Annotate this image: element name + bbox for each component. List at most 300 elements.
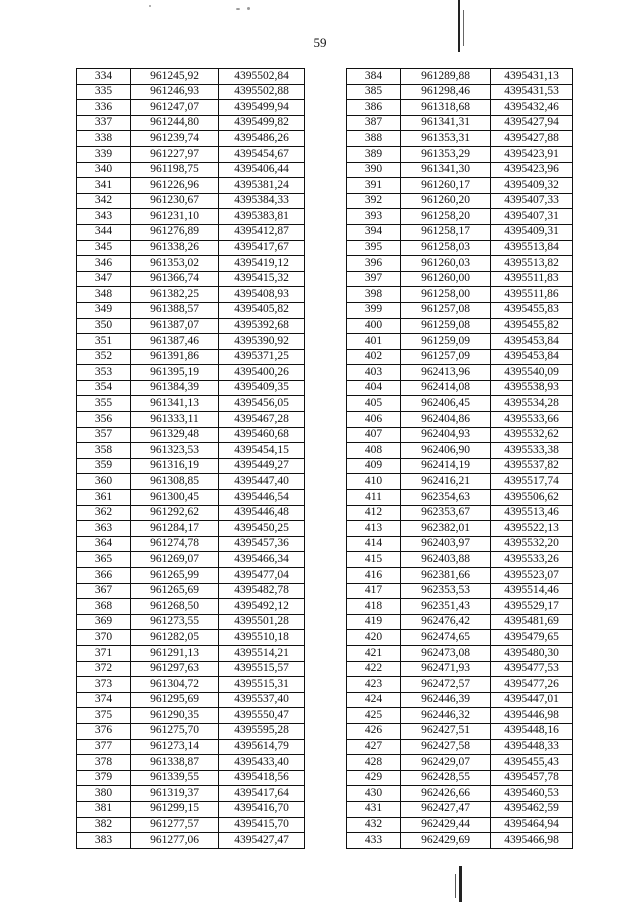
table-row: [347, 334, 573, 350]
point-number-cell: 379: [77, 770, 131, 786]
x-coordinate-cell: 961257,08: [401, 302, 491, 318]
table-row: [347, 474, 573, 490]
point-number-cell: 373: [77, 677, 131, 693]
coordinates-table-right: [346, 68, 573, 849]
table-row: [347, 318, 573, 334]
point-number-cell: 353: [77, 365, 131, 381]
point-number-cell: 380: [77, 786, 131, 802]
point-number-cell: 357: [77, 427, 131, 443]
y-coordinate-cell: 4395506,62: [491, 490, 573, 506]
y-coordinate-cell: 4395457,78: [491, 770, 573, 786]
table-row: [347, 365, 573, 381]
table-row: [347, 677, 573, 693]
y-coordinate-cell: 4395515,31: [219, 677, 305, 693]
point-number-cell: 412: [347, 505, 401, 521]
x-coordinate-cell: 962414,08: [401, 380, 491, 396]
y-coordinate-cell: 4395532,62: [491, 427, 573, 443]
table-row: [77, 427, 305, 443]
point-number-cell: 426: [347, 723, 401, 739]
table-row: [347, 536, 573, 552]
y-coordinate-cell: 4395464,94: [491, 817, 573, 833]
y-coordinate-cell: 4395427,47: [219, 833, 305, 849]
table-row: [77, 209, 305, 225]
scan-artifact-bottom-thin: [455, 874, 456, 898]
point-number-cell: 337: [77, 115, 131, 131]
table-row: [77, 677, 305, 693]
y-coordinate-cell: 4395427,88: [491, 131, 573, 147]
point-number-cell: 414: [347, 536, 401, 552]
y-coordinate-cell: 4395502,84: [219, 69, 305, 85]
y-coordinate-cell: 4395407,33: [491, 193, 573, 209]
y-coordinate-cell: 4395480,30: [491, 645, 573, 661]
point-number-cell: 402: [347, 349, 401, 365]
y-coordinate-cell: 4395407,31: [491, 209, 573, 225]
x-coordinate-cell: 961384,39: [131, 380, 219, 396]
y-coordinate-cell: 4395492,12: [219, 599, 305, 615]
point-number-cell: 343: [77, 209, 131, 225]
y-coordinate-cell: 4395532,20: [491, 536, 573, 552]
x-coordinate-cell: 962473,08: [401, 645, 491, 661]
point-number-cell: 403: [347, 365, 401, 381]
x-coordinate-cell: 961295,69: [131, 692, 219, 708]
scan-speck: [236, 8, 240, 10]
y-coordinate-cell: 4395400,26: [219, 365, 305, 381]
table-row: [347, 645, 573, 661]
point-number-cell: 364: [77, 536, 131, 552]
y-coordinate-cell: 4395514,21: [219, 645, 305, 661]
x-coordinate-cell: 961273,55: [131, 614, 219, 630]
point-number-cell: 393: [347, 209, 401, 225]
table-row: [77, 801, 305, 817]
point-number-cell: 369: [77, 614, 131, 630]
scan-artifact-bottom: [459, 866, 462, 902]
point-number-cell: 362: [77, 505, 131, 521]
y-coordinate-cell: 4395481,69: [491, 614, 573, 630]
x-coordinate-cell: 961275,70: [131, 723, 219, 739]
point-number-cell: 415: [347, 552, 401, 568]
scan-speck: [247, 7, 250, 10]
x-coordinate-cell: 962404,86: [401, 412, 491, 428]
point-number-cell: 423: [347, 677, 401, 693]
table-row: [77, 505, 305, 521]
y-coordinate-cell: 4395423,91: [491, 146, 573, 162]
x-coordinate-cell: 961319,37: [131, 786, 219, 802]
point-number-cell: 384: [347, 69, 401, 85]
table-row: [77, 100, 305, 116]
table-row: [77, 614, 305, 630]
x-coordinate-cell: 961316,19: [131, 458, 219, 474]
point-number-cell: 418: [347, 599, 401, 615]
y-coordinate-cell: 4395409,32: [491, 178, 573, 194]
scan-artifact-top: [458, 0, 460, 52]
y-coordinate-cell: 4395499,82: [219, 115, 305, 131]
point-number-cell: 374: [77, 692, 131, 708]
point-number-cell: 386: [347, 100, 401, 116]
y-coordinate-cell: 4395409,31: [491, 224, 573, 240]
point-number-cell: 408: [347, 443, 401, 459]
table-row: [347, 739, 573, 755]
table-row: [347, 614, 573, 630]
x-coordinate-cell: 961260,03: [401, 256, 491, 272]
table-row: [347, 692, 573, 708]
y-coordinate-cell: 4395455,83: [491, 302, 573, 318]
y-coordinate-cell: 4395431,53: [491, 84, 573, 100]
x-coordinate-cell: 962403,88: [401, 552, 491, 568]
y-coordinate-cell: 4395534,28: [491, 396, 573, 412]
x-coordinate-cell: 962406,45: [401, 396, 491, 412]
y-coordinate-cell: 4395405,82: [219, 302, 305, 318]
x-coordinate-cell: 962381,66: [401, 568, 491, 584]
x-coordinate-cell: 961257,09: [401, 349, 491, 365]
x-coordinate-cell: 962427,47: [401, 801, 491, 817]
x-coordinate-cell: 962427,51: [401, 723, 491, 739]
table-row: [77, 474, 305, 490]
x-coordinate-cell: 962406,90: [401, 443, 491, 459]
x-coordinate-cell: 962404,93: [401, 427, 491, 443]
x-coordinate-cell: 961299,15: [131, 801, 219, 817]
table-row: [77, 271, 305, 287]
table-row: [347, 568, 573, 584]
table-row: [77, 380, 305, 396]
table-row: [77, 256, 305, 272]
y-coordinate-cell: 4395462,59: [491, 801, 573, 817]
y-coordinate-cell: 4395431,13: [491, 69, 573, 85]
y-coordinate-cell: 4395477,04: [219, 568, 305, 584]
table-row: [347, 443, 573, 459]
point-number-cell: 388: [347, 131, 401, 147]
point-number-cell: 410: [347, 474, 401, 490]
y-coordinate-cell: 4395482,78: [219, 583, 305, 599]
table-row: [347, 380, 573, 396]
y-coordinate-cell: 4395533,26: [491, 552, 573, 568]
point-number-cell: 411: [347, 490, 401, 506]
y-coordinate-cell: 4395453,84: [491, 349, 573, 365]
y-coordinate-cell: 4395486,26: [219, 131, 305, 147]
x-coordinate-cell: 961290,35: [131, 708, 219, 724]
point-number-cell: 428: [347, 755, 401, 771]
table-row: [77, 630, 305, 646]
table-row: [77, 770, 305, 786]
x-coordinate-cell: 961259,08: [401, 318, 491, 334]
y-coordinate-cell: 4395406,44: [219, 162, 305, 178]
x-coordinate-cell: 961260,17: [401, 178, 491, 194]
point-number-cell: 359: [77, 458, 131, 474]
x-coordinate-cell: 962426,66: [401, 786, 491, 802]
x-coordinate-cell: 961304,72: [131, 677, 219, 693]
x-coordinate-cell: 961260,00: [401, 271, 491, 287]
x-coordinate-cell: 961382,25: [131, 287, 219, 303]
point-number-cell: 409: [347, 458, 401, 474]
y-coordinate-cell: 4395392,68: [219, 318, 305, 334]
table-row: [77, 536, 305, 552]
y-coordinate-cell: 4395510,18: [219, 630, 305, 646]
point-number-cell: 400: [347, 318, 401, 334]
point-number-cell: 347: [77, 271, 131, 287]
table-row: [347, 349, 573, 365]
point-number-cell: 427: [347, 739, 401, 755]
table-row: [347, 100, 573, 116]
x-coordinate-cell: 962429,44: [401, 817, 491, 833]
x-coordinate-cell: 962351,43: [401, 599, 491, 615]
y-coordinate-cell: 4395513,84: [491, 240, 573, 256]
y-coordinate-cell: 4395514,46: [491, 583, 573, 599]
page-number: 59: [313, 35, 327, 50]
point-number-cell: 406: [347, 412, 401, 428]
table-row: [347, 271, 573, 287]
table-row: [347, 786, 573, 802]
y-coordinate-cell: 4395381,24: [219, 178, 305, 194]
x-coordinate-cell: 962403,97: [401, 536, 491, 552]
point-number-cell: 430: [347, 786, 401, 802]
y-coordinate-cell: 4395456,05: [219, 396, 305, 412]
x-coordinate-cell: 961230,67: [131, 193, 219, 209]
x-coordinate-cell: 961353,02: [131, 256, 219, 272]
point-number-cell: 354: [77, 380, 131, 396]
y-coordinate-cell: 4395533,38: [491, 443, 573, 459]
point-number-cell: 394: [347, 224, 401, 240]
table-row: [77, 334, 305, 350]
x-coordinate-cell: 961391,86: [131, 349, 219, 365]
x-coordinate-cell: 961268,50: [131, 599, 219, 615]
point-number-cell: 390: [347, 162, 401, 178]
table-row: [347, 817, 573, 833]
point-number-cell: 381: [77, 801, 131, 817]
x-coordinate-cell: 962427,58: [401, 739, 491, 755]
x-coordinate-cell: 962446,39: [401, 692, 491, 708]
table-row: [347, 583, 573, 599]
table-row: [77, 412, 305, 428]
table-row: [77, 69, 305, 85]
y-coordinate-cell: 4395433,40: [219, 755, 305, 771]
table-row: [77, 521, 305, 537]
y-coordinate-cell: 4395454,15: [219, 443, 305, 459]
point-number-cell: 335: [77, 84, 131, 100]
y-coordinate-cell: 4395455,43: [491, 755, 573, 771]
table-row: [347, 770, 573, 786]
table-row: [77, 739, 305, 755]
point-number-cell: 334: [77, 69, 131, 85]
x-coordinate-cell: 961308,85: [131, 474, 219, 490]
point-number-cell: 398: [347, 287, 401, 303]
y-coordinate-cell: 4395447,01: [491, 692, 573, 708]
y-coordinate-cell: 4395432,46: [491, 100, 573, 116]
x-coordinate-cell: 961341,30: [401, 162, 491, 178]
x-coordinate-cell: 961277,06: [131, 833, 219, 849]
y-coordinate-cell: 4395614,79: [219, 739, 305, 755]
y-coordinate-cell: 4395515,57: [219, 661, 305, 677]
table-row: [347, 256, 573, 272]
table-row: [347, 396, 573, 412]
point-number-cell: 407: [347, 427, 401, 443]
x-coordinate-cell: 961333,11: [131, 412, 219, 428]
x-coordinate-cell: 961323,53: [131, 443, 219, 459]
table-row: [347, 723, 573, 739]
table-row: [77, 708, 305, 724]
table-row: [347, 661, 573, 677]
point-number-cell: 405: [347, 396, 401, 412]
y-coordinate-cell: 4395415,32: [219, 271, 305, 287]
y-coordinate-cell: 4395448,16: [491, 723, 573, 739]
x-coordinate-cell: 961274,78: [131, 536, 219, 552]
x-coordinate-cell: 961247,07: [131, 100, 219, 116]
y-coordinate-cell: 4395384,33: [219, 193, 305, 209]
x-coordinate-cell: 962414,19: [401, 458, 491, 474]
x-coordinate-cell: 962429,07: [401, 755, 491, 771]
point-number-cell: 338: [77, 131, 131, 147]
table-row: [347, 801, 573, 817]
table-row: [77, 178, 305, 194]
point-number-cell: 352: [77, 349, 131, 365]
point-number-cell: 391: [347, 178, 401, 194]
point-number-cell: 389: [347, 146, 401, 162]
y-coordinate-cell: 4395423,96: [491, 162, 573, 178]
table-row: [347, 193, 573, 209]
point-number-cell: 413: [347, 521, 401, 537]
y-coordinate-cell: 4395477,26: [491, 677, 573, 693]
y-coordinate-cell: 4395522,13: [491, 521, 573, 537]
x-coordinate-cell: 961388,57: [131, 302, 219, 318]
y-coordinate-cell: 4395454,67: [219, 146, 305, 162]
y-coordinate-cell: 4395499,94: [219, 100, 305, 116]
point-number-cell: 424: [347, 692, 401, 708]
y-coordinate-cell: 4395513,46: [491, 505, 573, 521]
point-number-cell: 377: [77, 739, 131, 755]
y-coordinate-cell: 4395502,88: [219, 84, 305, 100]
y-coordinate-cell: 4395533,66: [491, 412, 573, 428]
y-coordinate-cell: 4395501,28: [219, 614, 305, 630]
point-number-cell: 395: [347, 240, 401, 256]
point-number-cell: 345: [77, 240, 131, 256]
table-row: [347, 708, 573, 724]
y-coordinate-cell: 4395457,36: [219, 536, 305, 552]
x-coordinate-cell: 961338,26: [131, 240, 219, 256]
table-row: [347, 302, 573, 318]
x-coordinate-cell: 961258,00: [401, 287, 491, 303]
x-coordinate-cell: 962471,93: [401, 661, 491, 677]
point-number-cell: 358: [77, 443, 131, 459]
y-coordinate-cell: 4395455,82: [491, 318, 573, 334]
x-coordinate-cell: 962429,69: [401, 833, 491, 849]
table-row: [77, 131, 305, 147]
table-row: [77, 84, 305, 100]
table-row: [77, 349, 305, 365]
point-number-cell: 382: [77, 817, 131, 833]
point-number-cell: 336: [77, 100, 131, 116]
table-row: [77, 552, 305, 568]
y-coordinate-cell: 4395449,27: [219, 458, 305, 474]
x-coordinate-cell: 961341,31: [401, 115, 491, 131]
point-number-cell: 365: [77, 552, 131, 568]
y-coordinate-cell: 4395517,74: [491, 474, 573, 490]
table-row: [77, 817, 305, 833]
table-row: [77, 443, 305, 459]
table-row: [77, 490, 305, 506]
point-number-cell: 341: [77, 178, 131, 194]
x-coordinate-cell: 961387,46: [131, 334, 219, 350]
y-coordinate-cell: 4395448,33: [491, 739, 573, 755]
x-coordinate-cell: 961277,57: [131, 817, 219, 833]
y-coordinate-cell: 4395453,84: [491, 334, 573, 350]
point-number-cell: 342: [77, 193, 131, 209]
x-coordinate-cell: 961260,20: [401, 193, 491, 209]
point-number-cell: 346: [77, 256, 131, 272]
x-coordinate-cell: 961300,45: [131, 490, 219, 506]
y-coordinate-cell: 4395383,81: [219, 209, 305, 225]
x-coordinate-cell: 961231,10: [131, 209, 219, 225]
table-row: [347, 178, 573, 194]
point-number-cell: 350: [77, 318, 131, 334]
x-coordinate-cell: 961227,97: [131, 146, 219, 162]
x-coordinate-cell: 961284,17: [131, 521, 219, 537]
x-coordinate-cell: 961353,29: [401, 146, 491, 162]
point-number-cell: 425: [347, 708, 401, 724]
y-coordinate-cell: 4395446,54: [219, 490, 305, 506]
y-coordinate-cell: 4395450,25: [219, 521, 305, 537]
table-row: [347, 599, 573, 615]
y-coordinate-cell: 4395412,87: [219, 224, 305, 240]
y-coordinate-cell: 4395446,98: [491, 708, 573, 724]
x-coordinate-cell: 961297,63: [131, 661, 219, 677]
table-row: [347, 412, 573, 428]
table-row: [347, 287, 573, 303]
x-coordinate-cell: 961282,05: [131, 630, 219, 646]
table-row: [77, 146, 305, 162]
point-number-cell: 421: [347, 645, 401, 661]
point-number-cell: 370: [77, 630, 131, 646]
table-row: [77, 692, 305, 708]
x-coordinate-cell: 961265,99: [131, 568, 219, 584]
x-coordinate-cell: 962354,63: [401, 490, 491, 506]
table-row: [77, 833, 305, 849]
x-coordinate-cell: 961318,68: [401, 100, 491, 116]
table-row: [347, 131, 573, 147]
table-row: [347, 240, 573, 256]
scan-speck: [149, 5, 151, 7]
x-coordinate-cell: 961395,19: [131, 365, 219, 381]
y-coordinate-cell: 4395460,68: [219, 427, 305, 443]
point-number-cell: 420: [347, 630, 401, 646]
y-coordinate-cell: 4395371,25: [219, 349, 305, 365]
point-number-cell: 351: [77, 334, 131, 350]
table-row: [347, 833, 573, 849]
point-number-cell: 344: [77, 224, 131, 240]
table-row: [77, 240, 305, 256]
point-number-cell: 419: [347, 614, 401, 630]
table-row: [347, 69, 573, 85]
y-coordinate-cell: 4395595,28: [219, 723, 305, 739]
point-number-cell: 392: [347, 193, 401, 209]
point-number-cell: 396: [347, 256, 401, 272]
table-row: [347, 84, 573, 100]
point-number-cell: 348: [77, 287, 131, 303]
table-row: [347, 162, 573, 178]
table-row: [77, 723, 305, 739]
point-number-cell: 433: [347, 833, 401, 849]
point-number-cell: 385: [347, 84, 401, 100]
point-number-cell: 375: [77, 708, 131, 724]
x-coordinate-cell: 962446,32: [401, 708, 491, 724]
y-coordinate-cell: 4395390,92: [219, 334, 305, 350]
point-number-cell: 368: [77, 599, 131, 615]
point-number-cell: 378: [77, 755, 131, 771]
y-coordinate-cell: 4395466,98: [491, 833, 573, 849]
point-number-cell: 340: [77, 162, 131, 178]
y-coordinate-cell: 4395511,86: [491, 287, 573, 303]
y-coordinate-cell: 4395477,53: [491, 661, 573, 677]
point-number-cell: 361: [77, 490, 131, 506]
coordinates-table-left: [76, 68, 305, 849]
table-row: [77, 458, 305, 474]
